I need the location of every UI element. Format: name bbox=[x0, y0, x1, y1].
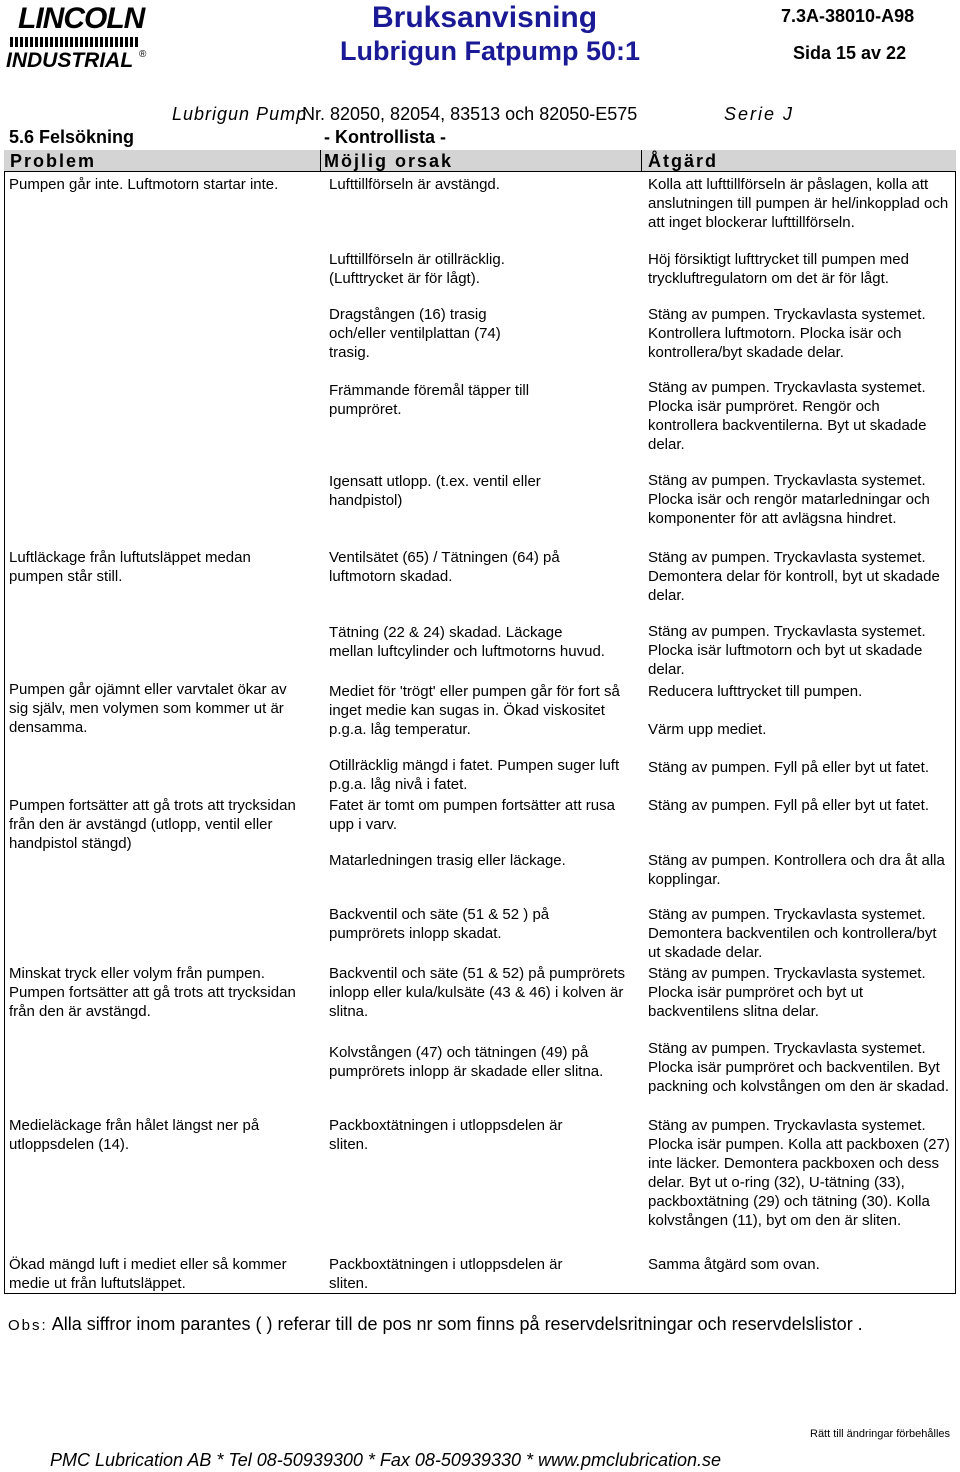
cause-cell: Backventil och säte (51 & 52 ) på pumprörets inlopp skadat. bbox=[329, 906, 550, 942]
header-action: Åtgärd bbox=[648, 151, 718, 171]
action-cell: Stäng av pumpen. Tryckavlasta systemet. Plocka isär luftmotorn och byt ut skadade delar. bbox=[648, 623, 926, 678]
logo-top-text: LINCOLN bbox=[18, 2, 145, 35]
action-cell: Stäng av pumpen. Tryckavlasta systemet. Plocka isär pumpröret och backventilen. Byt packning och kolvstången om den är skadad. bbox=[648, 1040, 950, 1095]
action-cell: Stäng av pumpen. Tryckavlasta systemet. Demontera backventilen och kontrollera/byt ut skadade delar. bbox=[648, 906, 937, 961]
page-number: Sida 15 av 22 bbox=[793, 43, 907, 63]
cause-cell: Främmande föremål täpper till pumpröret. bbox=[329, 382, 530, 418]
action-cell: Höj försiktigt lufttrycket till pumpen med tryckluftregulatorn om det är för lågt. bbox=[648, 251, 909, 287]
logo-bottom-text: INDUSTRIAL bbox=[6, 49, 134, 72]
action-cell: Värm upp mediet. bbox=[648, 721, 767, 738]
action-cell: Kolla att lufttillförseln är påslagen, kolla att anslutningen till pumpen är hel/inkopplad och att inget blockerar lufttillförseln. bbox=[648, 176, 949, 231]
problem-cell: Luftläckage från luftutsläppet medan pumpen står still. bbox=[9, 549, 251, 585]
action-cell: Stäng av pumpen. Kontrollera och dra åt alla kopplingar. bbox=[648, 852, 945, 888]
action-cell: Stäng av pumpen. Tryckavlasta systemet. Plocka isär pumpröret. Rengör och kontrollera backventilerna. Byt ut skadade delar. bbox=[648, 379, 927, 453]
cause-cell: Matarledningen trasig eller läckage. bbox=[329, 852, 566, 869]
header-problem: Problem bbox=[10, 151, 97, 171]
action-cell: Stäng av pumpen. Tryckavlasta systemet. Demontera delar för kontroll, byt ut skadade delar. bbox=[648, 549, 940, 604]
cause-cell: Ventilsätet (65) / Tätningen (64) på luftmotorn skadad. bbox=[329, 549, 560, 585]
header-divider bbox=[641, 150, 642, 172]
problem-cell: Pumpen går inte. Luftmotorn startar inte. bbox=[9, 176, 279, 193]
document-number: 7.3A-38010-A98 bbox=[781, 6, 915, 26]
table-header-row bbox=[4, 150, 956, 172]
section-subtitle: - Kontrollista - bbox=[324, 127, 446, 147]
cause-cell: Igensatt utlopp. (t.ex. ventil eller handpistol) bbox=[329, 473, 541, 509]
action-cell: Stäng av pumpen. Fyll på eller byt ut fatet. bbox=[648, 759, 929, 776]
problem-cell: Pumpen fortsätter att gå trots att trycksidan från den är avstängd (utlopp, ventil eller handpistol stängd) bbox=[9, 797, 296, 852]
cause-cell: Packboxtätningen i utloppsdelen är sliten. bbox=[329, 1117, 563, 1153]
action-cell: Stäng av pumpen. Tryckavlasta systemet. Plocka isär och rengör matarledningar och komponenter för att avlägsna hindret. bbox=[648, 472, 930, 527]
action-cell: Reducera lufttrycket till pumpen. bbox=[648, 683, 863, 700]
action-cell: Stäng av pumpen. Tryckavlasta systemet. Plocka isär pumpröret och byt ut backventilens slitna delar. bbox=[648, 965, 926, 1020]
problem-cell: Minskat tryck eller volym från pumpen. Pumpen fortsätter att gå trots att trycksidan från den är avstängd. bbox=[9, 965, 296, 1020]
cause-cell: Kolvstången (47) och tätningen (49) på pumprörets inlopp är skadade eller slitna. bbox=[329, 1044, 604, 1080]
problem-cell: Medieläckage från hålet längst ner på utloppsdelen (14). bbox=[9, 1117, 260, 1153]
logo-stripe-bar bbox=[10, 37, 140, 47]
footnote-label: Obs: bbox=[8, 1317, 48, 1334]
pump-numbers: Nr. 82050, 82054, 83513 och 82050-E575 bbox=[302, 104, 638, 124]
pump-label: Lubrigun Pump bbox=[172, 104, 308, 124]
cause-cell: Packboxtätningen i utloppsdelen är sliten. bbox=[329, 1256, 563, 1292]
cause-cell: Lufttillförseln är otillräcklig. (Lufttrycket är för lågt). bbox=[329, 251, 505, 287]
footnote bbox=[8, 1314, 863, 1335]
action-cell: Stäng av pumpen. Fyll på eller byt ut fatet. bbox=[648, 797, 929, 814]
reservation-notice: Rätt till ändringar förbehålles bbox=[810, 1428, 951, 1440]
document-title: Bruksanvisning bbox=[372, 1, 598, 34]
cause-cell: Tätning (22 & 24) skadad. Läckage mellan luftcylinder och luftmotorns huvud. bbox=[329, 624, 605, 660]
section-heading: 5.6 Felsökning bbox=[9, 127, 135, 147]
cause-cell: Dragstången (16) trasig och/eller ventilplattan (74) trasig. bbox=[329, 306, 501, 361]
action-cell: Stäng av pumpen. Tryckavlasta systemet. Plocka isär pumpen. Kolla att packboxen (27) inte läcker. Demontera packboxen och dess delar. Byt ut o-ring (32), U-tätning (33), packboxtätning (29) och tätning (30). Kolla kolvstången (11), byt om den är sliten. bbox=[648, 1117, 950, 1229]
lincoln-industrial-logo bbox=[4, 3, 147, 75]
cause-cell: Fatet är tomt om pumpen fortsätter att rusa upp i varv. bbox=[329, 797, 615, 833]
page-footer: PMC Lubrication AB * Tel 08-50939300 * Fax 08-50939330 * www.pmclubrication.se bbox=[50, 1450, 722, 1470]
action-cell: Samma åtgärd som ovan. bbox=[648, 1256, 820, 1273]
cause-cell: Mediet för 'trögt' eller pumpen går för fort så inget medie kan sugas in. Ökad viskositet p.g.a. låg temperatur. bbox=[329, 683, 620, 738]
problem-cell: Ökad mängd luft i mediet eller så kommer medie ut från luftutsläppet. bbox=[9, 1256, 287, 1292]
problem-cell: Pumpen går ojämnt eller varvtalet ökar av sig själv, men volymen som kommer ut är densamma. bbox=[9, 681, 287, 736]
action-cell: Stäng av pumpen. Tryckavlasta systemet. Kontrollera luftmotorn. Plocka isär och kontrollera/byt skadade delar. bbox=[648, 306, 926, 361]
cause-cell: Lufttillförseln är avstängd. bbox=[329, 176, 500, 193]
footnote-text: Alla siffror inom parantes ( ) referar till de pos nr som finns på reservdelsritningar och reservdelslistor . bbox=[51, 1314, 863, 1334]
header-cause: Möjlig orsak bbox=[324, 151, 454, 171]
pump-series: Serie J bbox=[724, 104, 795, 124]
cause-cell: Backventil och säte (51 & 52) på pumprörets inlopp eller kula/kulsäte (43 & 46) i kolven är slitna. bbox=[329, 965, 625, 1020]
cause-cell: Otillräcklig mängd i fatet. Pumpen suger luft p.g.a. låg nivå i fatet. bbox=[329, 757, 620, 793]
header-divider bbox=[320, 150, 321, 172]
logo-registered-mark: ® bbox=[139, 49, 147, 60]
document-subtitle: Lubrigun Fatpump 50:1 bbox=[340, 36, 640, 66]
